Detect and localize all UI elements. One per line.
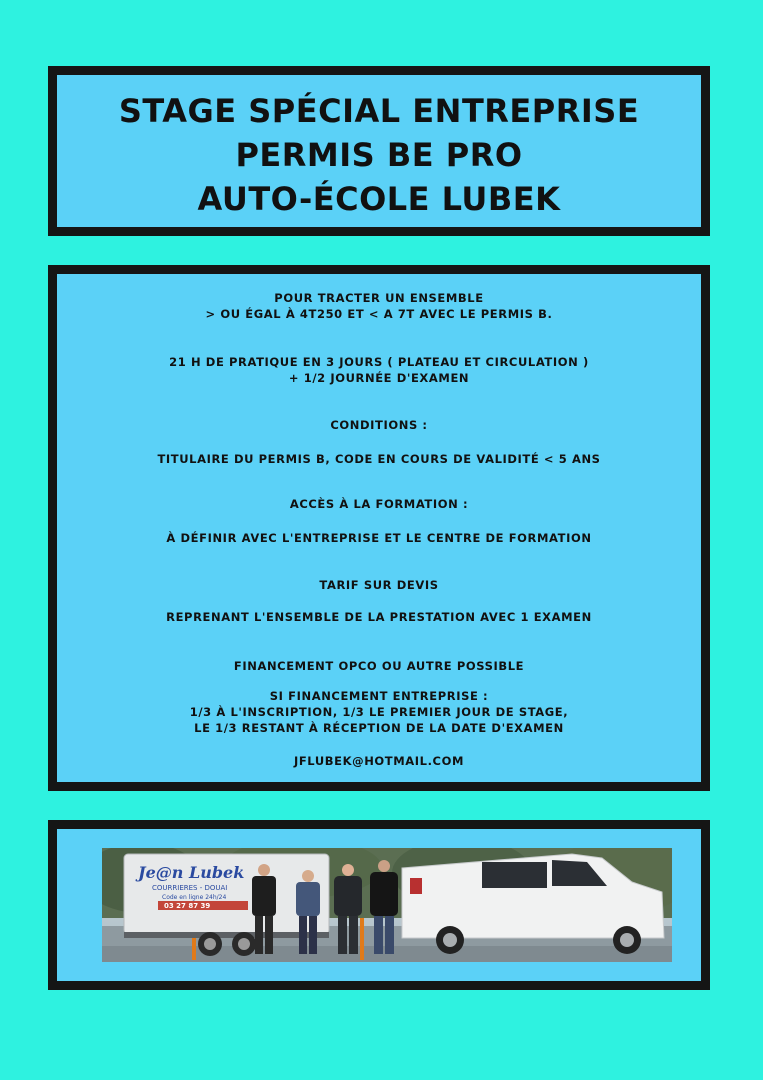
- title-line-1: STAGE SPÉCIAL ENTREPRISE: [118, 92, 640, 130]
- photo-illustration: [102, 848, 672, 962]
- title-line-3: AUTO-ÉCOLE LUBEK: [197, 180, 561, 218]
- tarif-heading: TARIF SUR DEVIS: [319, 578, 439, 592]
- team-vehicles-photo: [102, 848, 672, 962]
- info-line: > OU ÉGAL À 4T250 ET < A 7T AVEC LE PERMIS B.: [205, 307, 553, 321]
- trailer-brand: Je@n Lubek: [138, 863, 245, 882]
- info-line: SI FINANCEMENT ENTREPRISE :: [269, 689, 489, 703]
- info-line: 1/3 À L'INSCRIPTION, 1/3 LE PREMIER JOUR DE STAGE,: [189, 705, 569, 719]
- email-line: JFLUBEK@HOTMAIL.COM: [293, 754, 465, 768]
- info-panel: [48, 265, 710, 791]
- title-line-2: PERMIS BE PRO: [235, 136, 523, 174]
- trailer-line-2: Code en ligne 24h/24: [162, 894, 227, 901]
- access-heading: ACCÈS À LA FORMATION :: [289, 497, 469, 511]
- info-line: 21 H DE PRATIQUE EN 3 JOURS ( PLATEAU ET CIRCULATION ): [169, 355, 589, 369]
- info-line: TITULAIRE DU PERMIS B, CODE EN COURS DE VALIDITÉ < 5 ANS: [157, 452, 601, 466]
- info-line: + 1/2 JOURNÉE D'EXAMEN: [288, 371, 470, 385]
- trailer-phone: 03 27 87 39: [164, 902, 211, 910]
- info-line: À DÉFINIR AVEC L'ENTREPRISE ET LE CENTRE DE FORMATION: [166, 531, 592, 545]
- financing-line: FINANCEMENT OPCO OU AUTRE POSSIBLE: [233, 659, 525, 673]
- photo-panel: [48, 820, 710, 990]
- info-line: POUR TRACTER UN ENSEMBLE: [274, 291, 484, 305]
- info-line: REPRENANT L'ENSEMBLE DE LA PRESTATION AVEC 1 EXAMEN: [166, 610, 592, 624]
- trailer-line: COURRIERES - DOUAI: [152, 884, 228, 892]
- conditions-heading: CONDITIONS :: [330, 418, 428, 432]
- header-panel: [48, 66, 710, 236]
- info-line: LE 1/3 RESTANT À RÉCEPTION DE LA DATE D'EXAMEN: [194, 721, 564, 735]
